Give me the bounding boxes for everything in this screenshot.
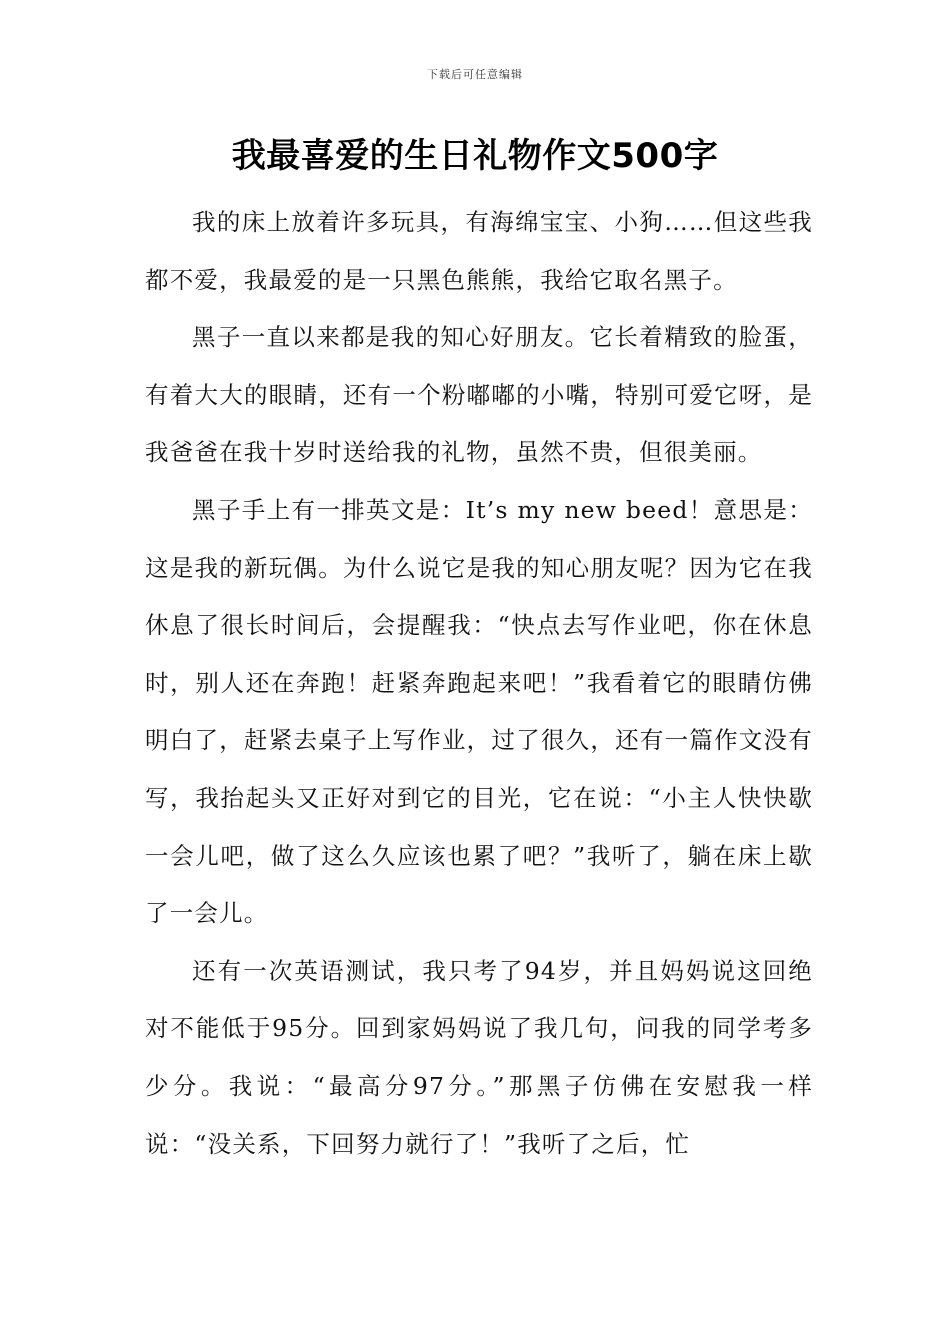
header-note: 下载后可任意编辑 (427, 68, 523, 81)
paragraph-2: 黑子一直以来都是我的知心好朋友。它长着精致的脸蛋，有着大大的眼睛，还有一个粉嘟嘟的小嘴，特别可爱它呀，是我爸爸在我十岁时送给我的礼物，虽然不贵，但很美丽。 (145, 323, 813, 467)
document-title: 我最喜爱的生日礼物作文500字 (231, 136, 719, 176)
paragraph-4: 还有一次英语测试，我只考了94岁，并且妈妈说这回绝对不能低于95分。回到家妈妈说了我几句，问我的同学考多少分。我说：“最高分97分。”那黑子仿佛在安慰我一样说：“没关系，下回努力就行了！”我听了之后，忙 (145, 956, 813, 1158)
document-body (145, 194, 813, 1173)
paragraph-1: 我的床上放着许多玩具，有海绵宝宝、小狗……但这些我都不爱，我最爱的是一只黑色熊熊，我给它取名黑子。 (145, 208, 813, 294)
paragraph-3: 黑子手上有一排英文是：It’s my new beed！意思是：这是我的新玩偶。为什么说它是我的知心朋友呢？因为它在我休息了很长时间后，会提醒我：“快点去写作业吧，你在休息时，别人还在奔跑！赶紧奔跑起来吧！”我看着它的眼睛仿佛明白了，赶紧去桌子上写作业，过了很久，还有一篇作文没有写，我抬起头又正好对到它的目光，它在说：“小主人快快歇一会儿吧，做了这么久应该也累了吧？”我听了，躺在床上歇了一会儿。 (145, 495, 813, 928)
